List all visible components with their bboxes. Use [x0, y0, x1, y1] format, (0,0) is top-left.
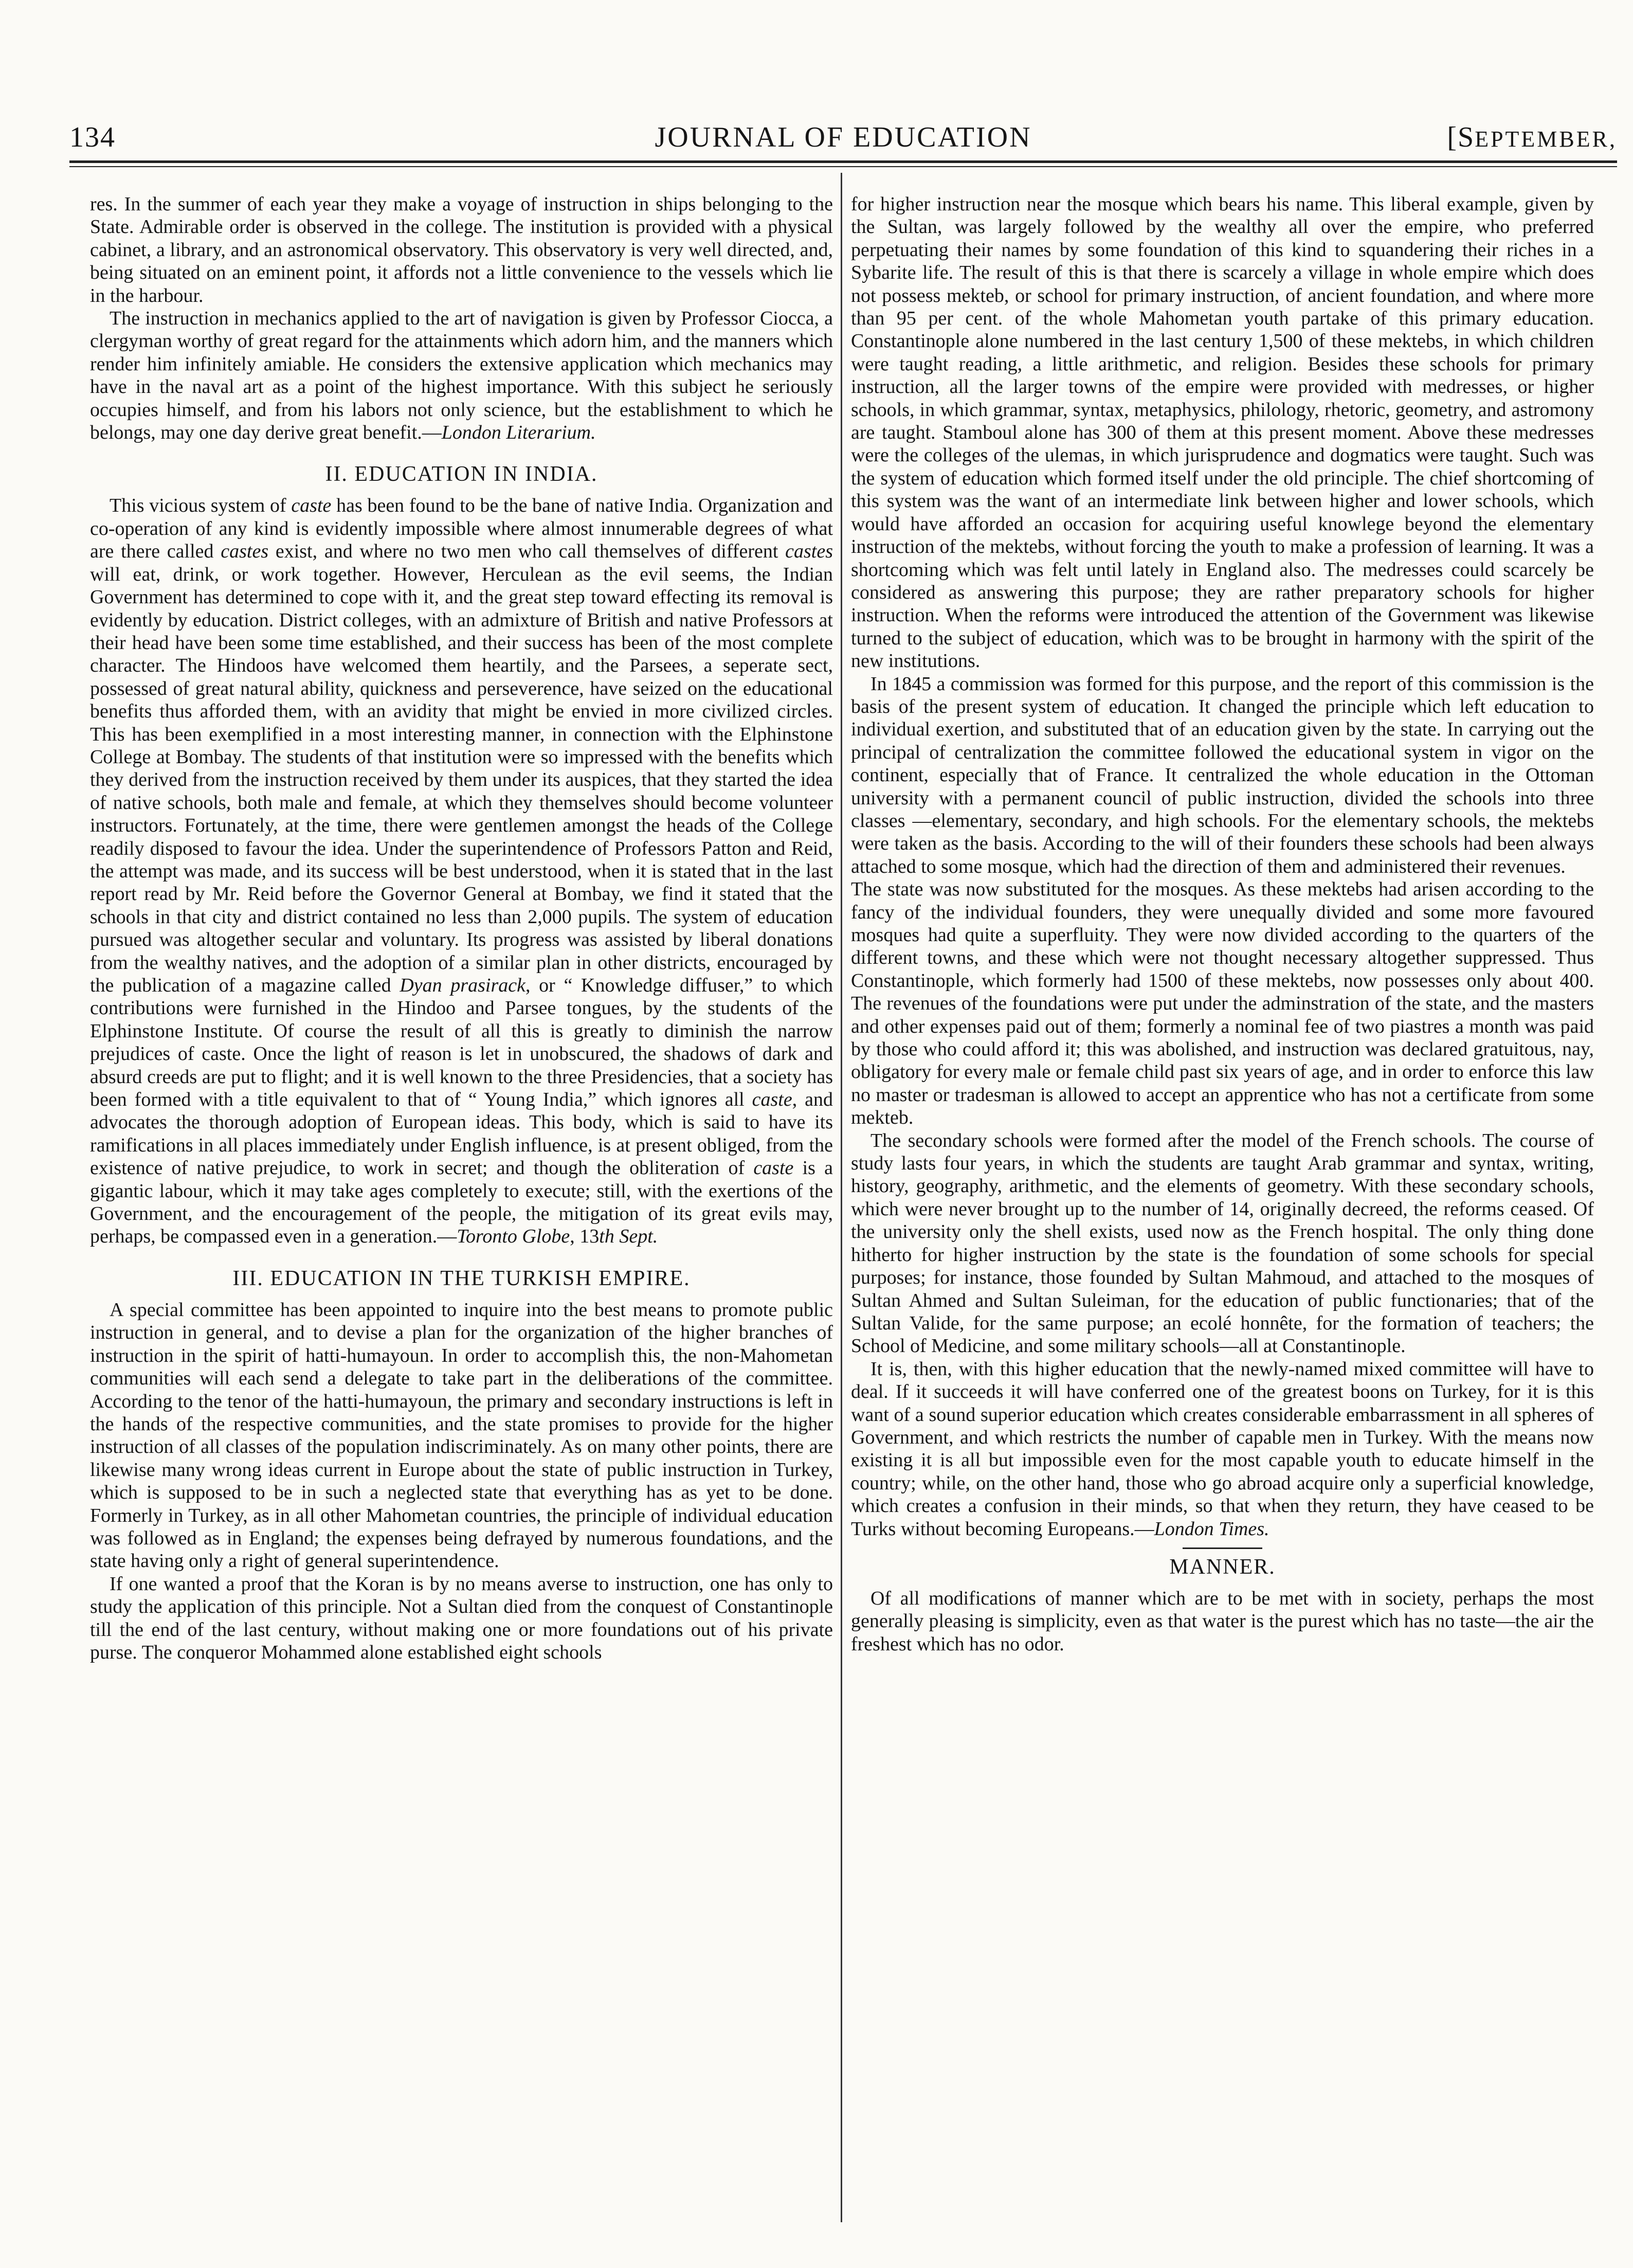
- italic-term: caste: [752, 1089, 792, 1111]
- text-run: is a gigantic labour, which it may take ages completely to execute; still, with the exertions of the Government, and the encouragement of the people, the mitigation of its great evils may, perhaps, be compassed even in a generation.—: [90, 1157, 833, 1248]
- text-run: exist, and where no two men who call themselves of different: [268, 541, 786, 563]
- paragraph-text: It is, then, with this higher education that the newly-named mixed committee will have to deal. If it succeeds it will have conferred one of the greatest boons on Turkey, for it is this want of a sound superior education which creates considerable embarrassment in all spheres of Government, and which restricts the number of capable men in Turkey. With the means now existing it is all but impossible even for the most capable youth to educate himself in the country; while, on the other hand, those who go abroad acquire only a superficial knowledge, which creates a confusion in their minds, so that when they return, they have ceased to be Turks without becoming Europeans.—: [851, 1358, 1594, 1540]
- section-heading-turkey: III. EDUCATION IN THE TURKISH EMPIRE.: [232, 1266, 691, 1290]
- section-heading-manner: MANNER.: [1169, 1555, 1276, 1579]
- month-bracket: [: [1447, 121, 1458, 153]
- section-heading-india: II. EDUCATION IN INDIA.: [325, 462, 598, 487]
- paragraph-higher-education: [851, 1358, 1594, 1540]
- paragraph-turkey-1: A special committee has been appointed to inquire into the best means to promote public instruction in general, and to devise a plan for the organization of the higher branches of instruction in the spirit of hatti-humayoun. In order to accomplish this, the non-Mahometan communities will each send a delegate to take part in the deliberations of the committee. According to the tenor of the hatti-humayoun, the primary and secondary instructions is left in the hands of the respective communities, and the state promises to provide for the higher instruction of all classes of the population indiscriminately. As on many other points, there are likewise many wrong ideas current in Europe about the state of public instruction in Turkey, which is supposed to be in such a neglected state that everything has as yet to be done. Formerly in Turkey, as in all other Mahometan countries, the principle of individual education was followed as in England; the expenses being defrayed by numerous foundations, and the state having only a right of general superintendence.: [90, 1299, 833, 1572]
- text-run: has been found to be the bane of native India. Organization and co-operation of any kind is evidently impossible where almost innumerable degrees of what are there called: [90, 495, 833, 563]
- paragraph-text: The instruction in mechanics applied to the art of navigation is given by Professor Ciocca, a clergyman worthy of great regard for the attainments which adorn him, and the manners which render him infinitely amiable. He considers the extensive application which mechanics may have in the naval art as a point of the highest importance. With this subject he seriously occupies himself, and from his labors not only science, but the establishment to which he belongs, may one day derive great benefit.—: [90, 308, 833, 444]
- column-divider: [841, 173, 842, 2222]
- paragraph-mechanics: [90, 307, 833, 444]
- section-separator: [1183, 1547, 1262, 1549]
- italic-term: caste: [291, 495, 332, 517]
- text-run: This vicious system of: [110, 495, 292, 517]
- right-column: [851, 193, 1594, 1655]
- paragraph-continued: for higher instruction near the mosque which bears his name. This liberal example, given by the Sultan, was largely followed by the wealthy all over the empire, who preferred perpetuating their names by some foundation of this kind to squandering their riches in a Sybarite life. The result of this is that there is scarcely a village in whole empire which does not possess mekteb, or school for primary instruction, of ancient foundation, and where more than 95 per cent. of the whole Mahometan youth partake of this primary education. Constantinople alone numbered in the last century 1,500 of these mektebs, in which children were taught reading, a little arithmetic, and religion. Besides these schools for primary instruction, all the larger towns of the empire were provided with medresses, or higher schools, in which grammar, syntax, metaphysics, philology, rhetoric, geometry, and astromony are taught. Stamboul alone has 300 of them at this present moment. Above these medresses were the colleges of the ulemas, in which jurisprudence and dogmatics were taught. Such was the system of education which formed itself under the old principle. The chief shortcoming of this system was the want of an intermediate link between higher and lower schools, which would have afforded an occasion for acquiring useful knowlege beyond the elementary instruction of the mektebs, without forcing the youth to make a profession of learning. It was a shortcoming which was felt until lately in England also. The medresses could scarcely be considered as answering this purpose; they are rather preparatory schools for higher instruction. When the reforms were introduced the attention of the Government was likewise turned to the subject of education, which was to be brought in harmony with the spirit of the new institutions.: [851, 193, 1594, 672]
- paragraph-manner: Of all modifications of manner which are to be met with in society, perhaps the most generally pleasing is simplicity, even as that water is the purest which has no taste—the air the freshest which has no odor.: [851, 1587, 1594, 1655]
- running-header: [69, 114, 1617, 160]
- text-run: will eat, drink, or work together. However, Herculean as the evil seems, the Indian Government has determined to cope with it, and the great step toward effecting its removal is evidently by education. District colleges, with an admixture of British and native Professors at their head have been some time established, and their success has been of the most complete character. The Hindoos have welcomed them heartily, and the Parsees, a seperate sect, possessed of great natural ability, quickness and perseverence, have seized on the educational benefits thus afforded them, with an avidity that might be envied in more civilized circles. This has been exemplified in a most interesting manner, in connection with the Elphinstone College at Bombay. The students of that institution were so impressed with the benefits which they derived from the instruction received by them under its auspices, that they started the idea of native schools, both male and female, at which they themselves should become volunteer instructors. Fortunately, at the time, there were gentlemen amongst the heads of the College readily disposed to favour the idea. Under the superintendence of Professors Patton and Reid, the attempt was made, and its success will be best understood, when it is stated that in the last report read by Mr. Reid before the Governor General at Bombay, we find it stated that the schools in that city and district contained no less than 2,000 pupils. The system of education pursued was altogether secular and voluntary. Its progress was assisted by liberal donations from the wealthy natives, and the adoption of a similar plan in other districts, encouraged by the publication of a magazine called: [90, 563, 833, 996]
- paragraph-secondary-schools: The secondary schools were formed after the model of the French schools. The course of study lasts four years, in which the students are taught Arab grammar and syntax, writing, history, geography, arithmetic, and the elements of geometry. With these secondary schools, which were never brought up to the number of 14, originally decreed, the reforms ceased. Of the university only the shell exists, used now as the French hospital. The only thing done hitherto for higher instruction by the state is the foundation of some schools for special purposes; for instance, those founded by Sultan Mahmoud, and attached to the mosques of Sultan Ahmed and Sultan Suleiman, for the education of public functionaries; that of the Sultan Valide, for the same purpose; an ecolé honnête, for the formation of teachers; the School of Medicine, and some military schools—all at Constantinople.: [851, 1129, 1594, 1357]
- italic-term: castes: [785, 541, 833, 563]
- month-initial: S: [1458, 121, 1475, 153]
- italic-title: Dyan prasirack: [400, 975, 525, 996]
- journal-title: JOURNAL OF EDUCATION: [655, 121, 1032, 153]
- paragraph-state-mosques: The state was now substituted for the mosques. As these mektebs had arisen according to the fancy of the individual founders, they were unequally divided and some more favoured mosques had quite a superfluity. They were now divided according to the quarters of the different towns, and these which were not thought necessary altogether suppressed. Thus Constantinople, which formerly had 1500 of these mektebs, now possesses only about 400. The revenues of the foundations were put under the adminstration of the state, and the masters and other expenses paid out of them; formerly a nominal fee of two piastres a month was paid by those who could afford it; this was abolished, and instruction was declared gratuitous, nay, obligatory for every male or female child past six years of age, and in order to enforce this law no master or tradesman is allowed to accept an apprentice who has not a certificate from some mekteb.: [851, 878, 1594, 1129]
- header-rule-thick: [69, 160, 1617, 163]
- paragraph-continued: res. In the summer of each year they make a voyage of instruction in ships belonging to the State. Admirable order is observed in the college. The institution is provided with a physical cabinet, a library, and an astronomical observatory. This observatory is very well directed, and, being situated on an eminent point, it affords not a little convenience to the vessels which lie in the harbour.: [90, 193, 833, 307]
- source-citation: London Times.: [1154, 1518, 1269, 1540]
- left-column: [90, 193, 833, 1664]
- issue-month: [1447, 114, 1617, 163]
- month-rest: EPTEMBER,: [1475, 127, 1617, 152]
- text-run: , or “ Knowledge diffuser,” to which contributions were furnished in the Hindoo and Parsee tongues, by the students of the Elphinstone Institute. Of course the result of all this is greatly to diminish the narrow prejudices of caste. Once the light of reason is let in unobscured, the shadows of dark and absurd creeds are put to flight; and it is well known to the three Presidencies, that a society has been formed with a title equivalent to that of “ Young India,” which ignores all: [90, 975, 833, 1111]
- paragraph-india: [90, 494, 833, 1248]
- source-citation: Toronto Globe: [457, 1226, 570, 1248]
- text-run: , 13: [570, 1226, 600, 1248]
- italic-term: caste: [753, 1157, 794, 1179]
- italic-term: castes: [221, 541, 269, 563]
- header-rule-thin: [69, 166, 1617, 167]
- page-number: 134: [69, 121, 116, 153]
- paragraph-turkey-2: If one wanted a proof that the Koran is by no means averse to instruction, one has only to study the application of this principle. Not a Sultan died from the conquest of Constantinople till the end of the last century, without making one or more foundations out of his private purse. The conqueror Mohammed alone established eight schools: [90, 1573, 833, 1663]
- source-citation: London Literarium.: [441, 422, 596, 444]
- source-date: th Sept.: [599, 1226, 658, 1248]
- paragraph-commission: In 1845 a commission was formed for this purpose, and the report of this commission is the basis of the present system of education. It changed the principle which left education to individual exertion, and substituted that of an education given by the state. In carrying out the principal of centralization the committee followed the educational system in vigor on the continent, especially that of France. It centralized the whole education in the Ottoman university with a permanent council of public instruction, divided the schools into three classes —elementary, secondary, and high schools. For the elementary schools, the mektebs were taken as the basis. According to the will of their founders these schools had been always attached to some mosque, which had the direction of them and administered their revenues.: [851, 673, 1594, 877]
- text-run: , and advocates the thorough adoption of European ideas. This body, which is said to have its ramifications in all places immediately under English influence, is at present obliged, from the existence of native prejudice, to work in secret; and though the obliteration of: [90, 1089, 833, 1179]
